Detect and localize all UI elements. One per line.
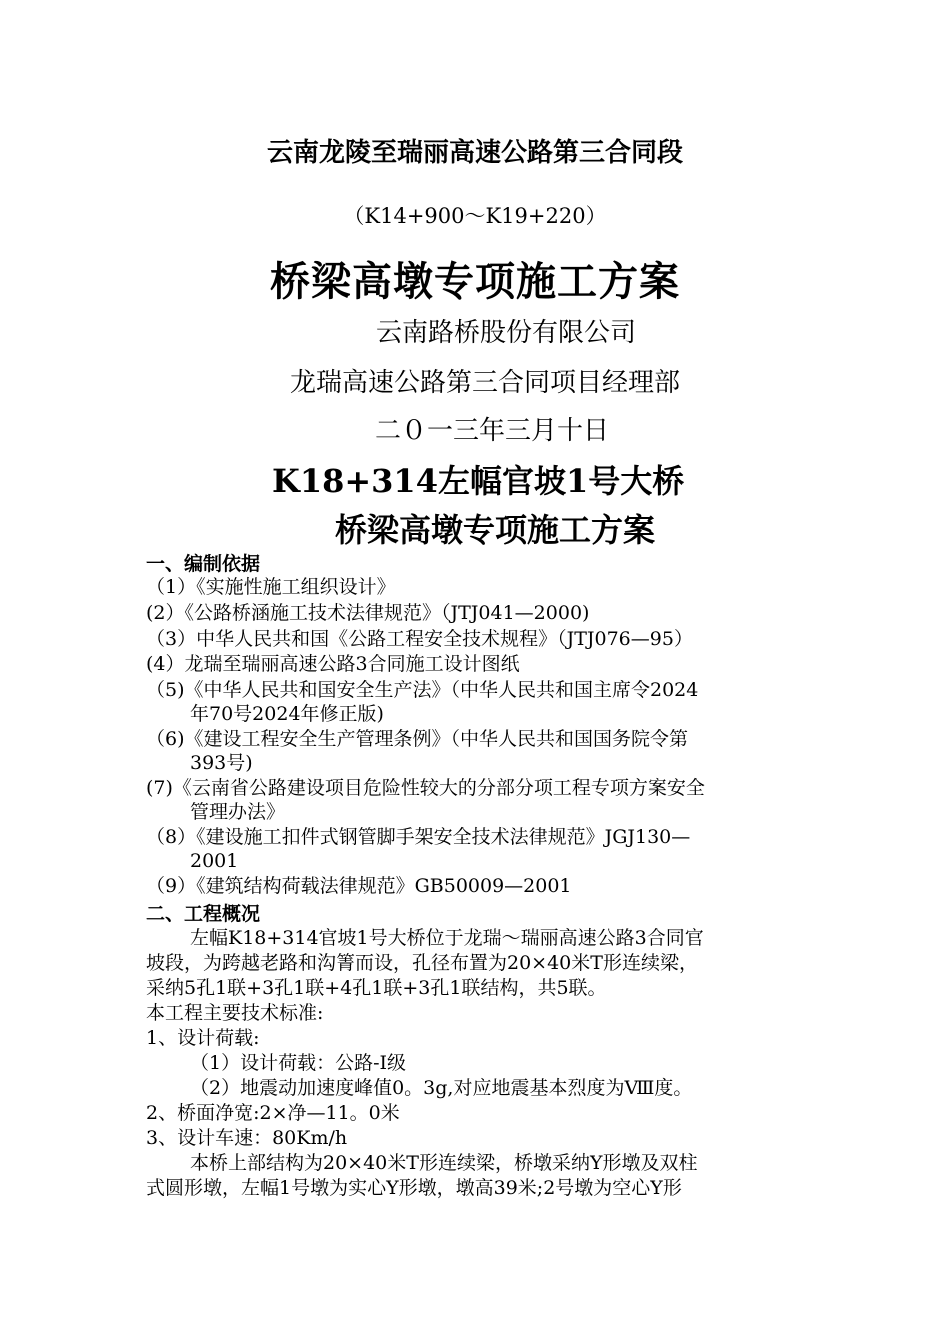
cover-title-line2: （K14+900～K19+220） (343, 204, 607, 228)
standard-item: 1、设计荷载: (146, 1027, 260, 1049)
doc-title-line1: K18+314左幅官坡1号大桥 (272, 462, 685, 500)
standards-intro: 本工程主要技术标准: (146, 1002, 324, 1024)
cover-department: 龙瑞高速公路第三合同项目经理部 (290, 368, 681, 398)
section1-item: 393号) (190, 752, 253, 774)
section2-paragraph-line: 左幅K18+314官坡1号大桥位于龙瑞～瑞丽高速公路3合同官 (190, 927, 704, 949)
section1-item: 2001 (190, 850, 239, 872)
section1-item: （3）中华人民共和国《公路工程安全技术规程》（JTJ076—95） (146, 628, 693, 650)
standard-subitem: （1）设计荷载：公路-Ⅰ级 (190, 1052, 407, 1074)
section1-item: (2）《公路桥涵施工技术法律规范》（JTJ041—2000) (146, 602, 590, 624)
cover-date: 二０一三年三月十日 (375, 416, 610, 446)
doc-title-line2: 桥梁高墩专项施工方案 (335, 511, 656, 549)
cover-main-title: 桥梁高墩专项施工方案 (270, 258, 680, 305)
section1-item: (7)《云南省公路建设项目危险性较大的分部分项工程专项方案安全 (146, 777, 705, 799)
section1-item: (4）龙瑞至瑞丽高速公路3合同施工设计图纸 (146, 653, 520, 675)
section1-item: （1）《实施性施工组织设计》 (146, 576, 396, 598)
section2-paragraph-line: 采纳5孔1联+3孔1联+4孔1联+3孔1联结构，共5联。 (146, 977, 607, 999)
cover-title-line1: 云南龙陵至瑞丽高速公路第三合同段 (266, 138, 683, 168)
standard-item: 2、桥面净宽:2×净—11。0米 (146, 1102, 400, 1124)
section1-item: 管理办法》 (190, 801, 286, 823)
section2-heading: 二、工程概况 (146, 903, 261, 925)
section1-heading: 一、编制依据 (146, 553, 261, 575)
section2-paragraph-line: 式圆形墩，左幅1号墩为实心Y形墩，墩高39米;2号墩为空心Y形 (146, 1177, 682, 1199)
section2-paragraph-line: 坡段，为跨越老路和沟箐而设，孔径布置为20×40米T形连续梁， (146, 952, 698, 974)
section1-item: （5)《中华人民共和国安全生产法》（中华人民共和国主席令2024 (146, 679, 699, 701)
section1-item: （6)《建设工程安全生产管理条例》（中华人民共和国国务院令第 (146, 728, 689, 750)
section1-item: 年70号2024年修正版) (190, 703, 384, 725)
section1-item: （9）《建筑结构荷载法律规范》GB50009—2001 (146, 875, 572, 897)
cover-company: 云南路桥股份有限公司 (376, 318, 637, 348)
standard-subitem: （2）地震动加速度峰值0。3g,对应地震基本烈度为Ⅷ度。 (190, 1077, 693, 1099)
section1-item: （8）《建设施工扣件式钢管脚手架安全技术法律规范》JGJ130— (146, 826, 691, 848)
section2-paragraph-line: 本桥上部结构为20×40米T形连续梁，桥墩采纳Y形墩及双柱 (190, 1152, 698, 1174)
standard-item: 3、设计车速：80Km/h (146, 1127, 348, 1149)
